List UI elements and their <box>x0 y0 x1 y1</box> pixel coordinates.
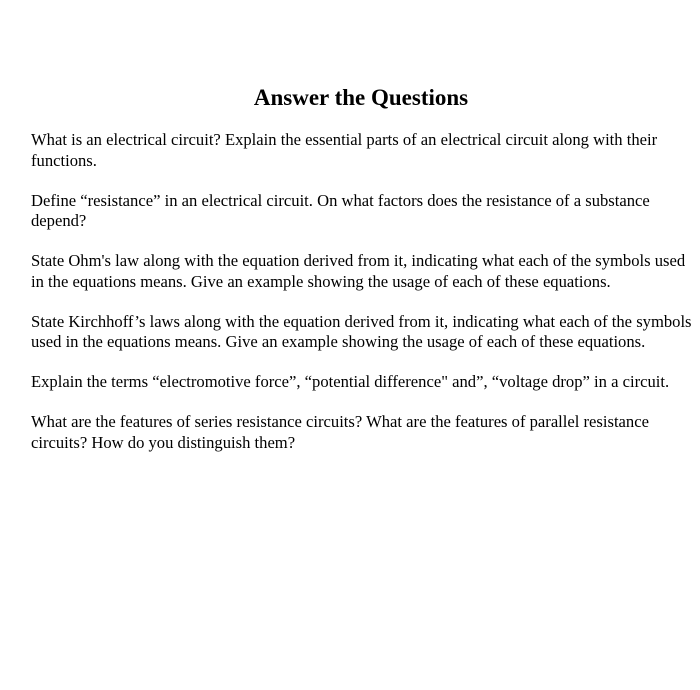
question-5: Explain the terms “electromotive force”, “potential difference" and”, “voltage drop” in a circuit. <box>31 372 670 391</box>
question-4: State Kirchhoff’s laws along with the equation derived from it, indicating what each of the symbols used in the equations means. Give an example showing the usage of each of these equations. <box>31 311 692 351</box>
question-3: State Ohm's law along with the equation derived from it, indicating what each of the symbols used in the equations means. Give an example showing the usage of each of these equations. <box>31 251 686 291</box>
question-2: Define “resistance” in an electrical circuit. On what factors does the resistance of a substance depend? <box>31 190 650 230</box>
document-title: Answer the Questions <box>253 85 469 110</box>
question-list <box>31 130 695 473</box>
question-1: What is an electrical circuit? Explain the essential parts of an electrical circuit along with their functions. <box>31 130 658 170</box>
question-6: What are the features of series resistance circuits? What are the features of parallel resistance circuits? How do you distinguish them? <box>31 412 649 452</box>
